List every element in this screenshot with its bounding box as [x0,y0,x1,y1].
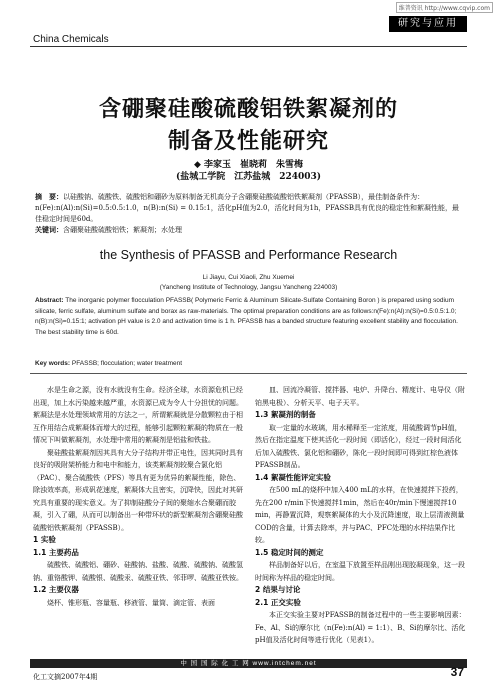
section-heading: 1.4 絮凝性能评定实验 [255,472,331,482]
body-paragraph: 取一定量的水玻璃，用水稀释至一定浓度，用硫酸调节pH值，然后在指定温度下使其活化一段时间（即活化），经过一段时间活化后加入硫酸铁、氯化铝和硼砂，陈化一段时间即可得到红棕色液体PFASSB制品。 [255,423,462,469]
section-heading: 1.1 主要药品 [33,547,79,557]
body-paragraph: 皿、回流冷凝管、搅拌器、电炉、升降台、精度计、电导仪（附铂黑电极）、分析天平、电子天平。 [255,386,465,407]
section-heading: 1.3 絮凝剂的制备 [255,410,316,419]
footer-issue: 化工文摘2007年4期 [33,673,98,681]
abstract-label: 摘 要： [35,193,63,201]
title-line-2: 制备及性能研究 [167,128,329,154]
abstract-rule [30,373,467,374]
section-heading: 2 结果与讨论 [255,585,301,594]
affiliation: (盐城工学院 江苏盐城 224003) [175,172,322,182]
english-keywords [35,360,182,367]
abstract-text: 以硅酸钠、硫酸铁、硫酸铝和硼砂为原料制备无机高分子含硼聚硅酸硫酸铝铁絮凝剂（PFASSB），最佳制备条件为：n(Fe):n(Al):n(Si)=0.5:0.5:1.0，n(B):n(Si) = 0.15:1，活化pH值为2.0，活化时间为1h，PFASSB具有优良的稳定性和絮凝性能，最佳稳定时间是60d。 [35,193,460,223]
body-paragraph: 在500 mL的烧杯中加入400 mL的水样，在快速搅拌下投药，先在200 r/min下快速搅拌1min，然后在40r/min下慢速搅拌10 min，再静置沉降，观察絮凝体的大小及沉降速度，取上层清液测量COD的含量，计算去除率，并与PAC、PFC处理的水样结果作比较。 [255,486,465,544]
body-paragraph: 样品制备好以后，在室温下放置至样品刚出现胶凝现象，这一段时间称为样品的稳定时间。 [255,561,465,582]
page-number: 37 [450,665,464,679]
keywords-text: 含硼聚硅酸硫酸铝铁；絮凝剂；水处理 [63,226,182,234]
english-keywords-text: PFASSB; flocculation; water treatment [71,360,183,367]
header-rule [30,46,467,47]
keywords [35,225,182,235]
section-heading: 1 实验 [33,535,56,544]
abstract [35,192,463,225]
english-affiliation: (Yancheng Institute of Technology, Jangsu Yancheng 224003) [159,284,338,291]
section-heading: 1.2 主要仪器 [33,585,79,594]
section-label: 研究与应用 [389,16,467,32]
body-paragraph: 烧杯、锥形瓶、容量瓶、移液管、量筒、滴定管、表面 [47,598,215,607]
english-title: the Synthesis of PFASSB and Performance Research [99,248,398,262]
footer-website: 中 国 国 际 化 工 网 www.intchem.net [180,660,317,667]
section-heading: 1.5 稳定时间的测定 [255,547,324,557]
body-paragraph: 本正交实验主要对PFASSB的制备过程中的一些主要影响因素：Fe、Al、Si的摩尔比（n(Fe):n(Al) = 1:1）、B、Si的摩尔比、活化pH值及活化时间等进行优化（见表1）。 [255,611,466,644]
body-paragraph: 硫酸铁、硫酸铝、硼砂、硅酸钠、盐酸、硫酸、硫酸钠、硫酸氢钠、重铬酸钾、硫酸银、硫酸汞、硫酸亚铁、邻菲啰、硫酸亚铁铵。 [33,561,243,582]
english-abstract-text: The inorganic polymer flocculation PFASSB( Polymeric Ferric & Aluminum Silicate-Sulfate Containing Boron ) is prepared using sodium silicate, ferric sulfate, aluminum sulfate and borax as raw-materials. The optimal preparation conditions are as follows:n(Fe):n(Al):n(Si)=0.5:0.5:1.0; n(B):n(Si)=0.15:1; activation pH value is 2.0 and activation time is 1 h. PFASSB has a banded structure featuring excellent stability and flocculation. The best stability time is 60d. [35,297,458,336]
body-paragraph: 水是生命之源，没有水就没有生命。经济全球，水资源危机已经出现，加上水污染越来越严重，水资源已成为令人十分担忧的问题。絮凝法是水处理领域常用的方法之一，所谓絮凝就是分散颗粒由于相互作用结合成絮凝体而增大的过程，能够引起颗粒絮凝的物质在一般情况下叫做絮凝剂，水处理中常用的絮凝剂是铝盐和铁盐。 [33,386,243,444]
keywords-label: 关键词： [35,225,63,234]
title-line-1: 含硼聚硅酸硫酸铝铁絮凝剂的 [98,96,398,122]
body-column-left [33,384,245,609]
body-column-right [255,384,467,647]
watermark: 维普资讯 http://www.cqvip.com [396,2,493,13]
section-heading: 2.1 正交实验 [255,597,301,607]
english-abstract [35,296,463,338]
body-paragraph: 聚硅酸盐絮凝剂因其具有大分子结构并带正电性，因其同时具有良好的吸附架桥能力和电中和能力，该类絮凝剂较聚合氯化铝（PAC）、聚合硫酸铁（PFS）等具有更为优异的絮凝性能，除色、除浊效率高，形成矾花速度，絮凝体大且密实，沉降快，因此对其研究具有重要的现实意义。为了抑制硅酸分子间的聚缩水合聚硼而胶凝，引入了硼，从而可以制备出一种带环状的新型絮凝剂含硼聚硅酸硫酸铝铁絮凝剂（PFASSB）。 [33,448,243,532]
english-abstract-label: Abstract: [35,297,64,304]
english-authors: Li Jiayu, Cui Xiaoli, Zhu Xuemei [202,274,295,281]
authors: ◆ 李家玉 崔晓莉 朱雪梅 [193,160,304,170]
journal-name: China Chemicals [33,34,109,45]
english-keywords-label: Key words: [35,360,71,367]
